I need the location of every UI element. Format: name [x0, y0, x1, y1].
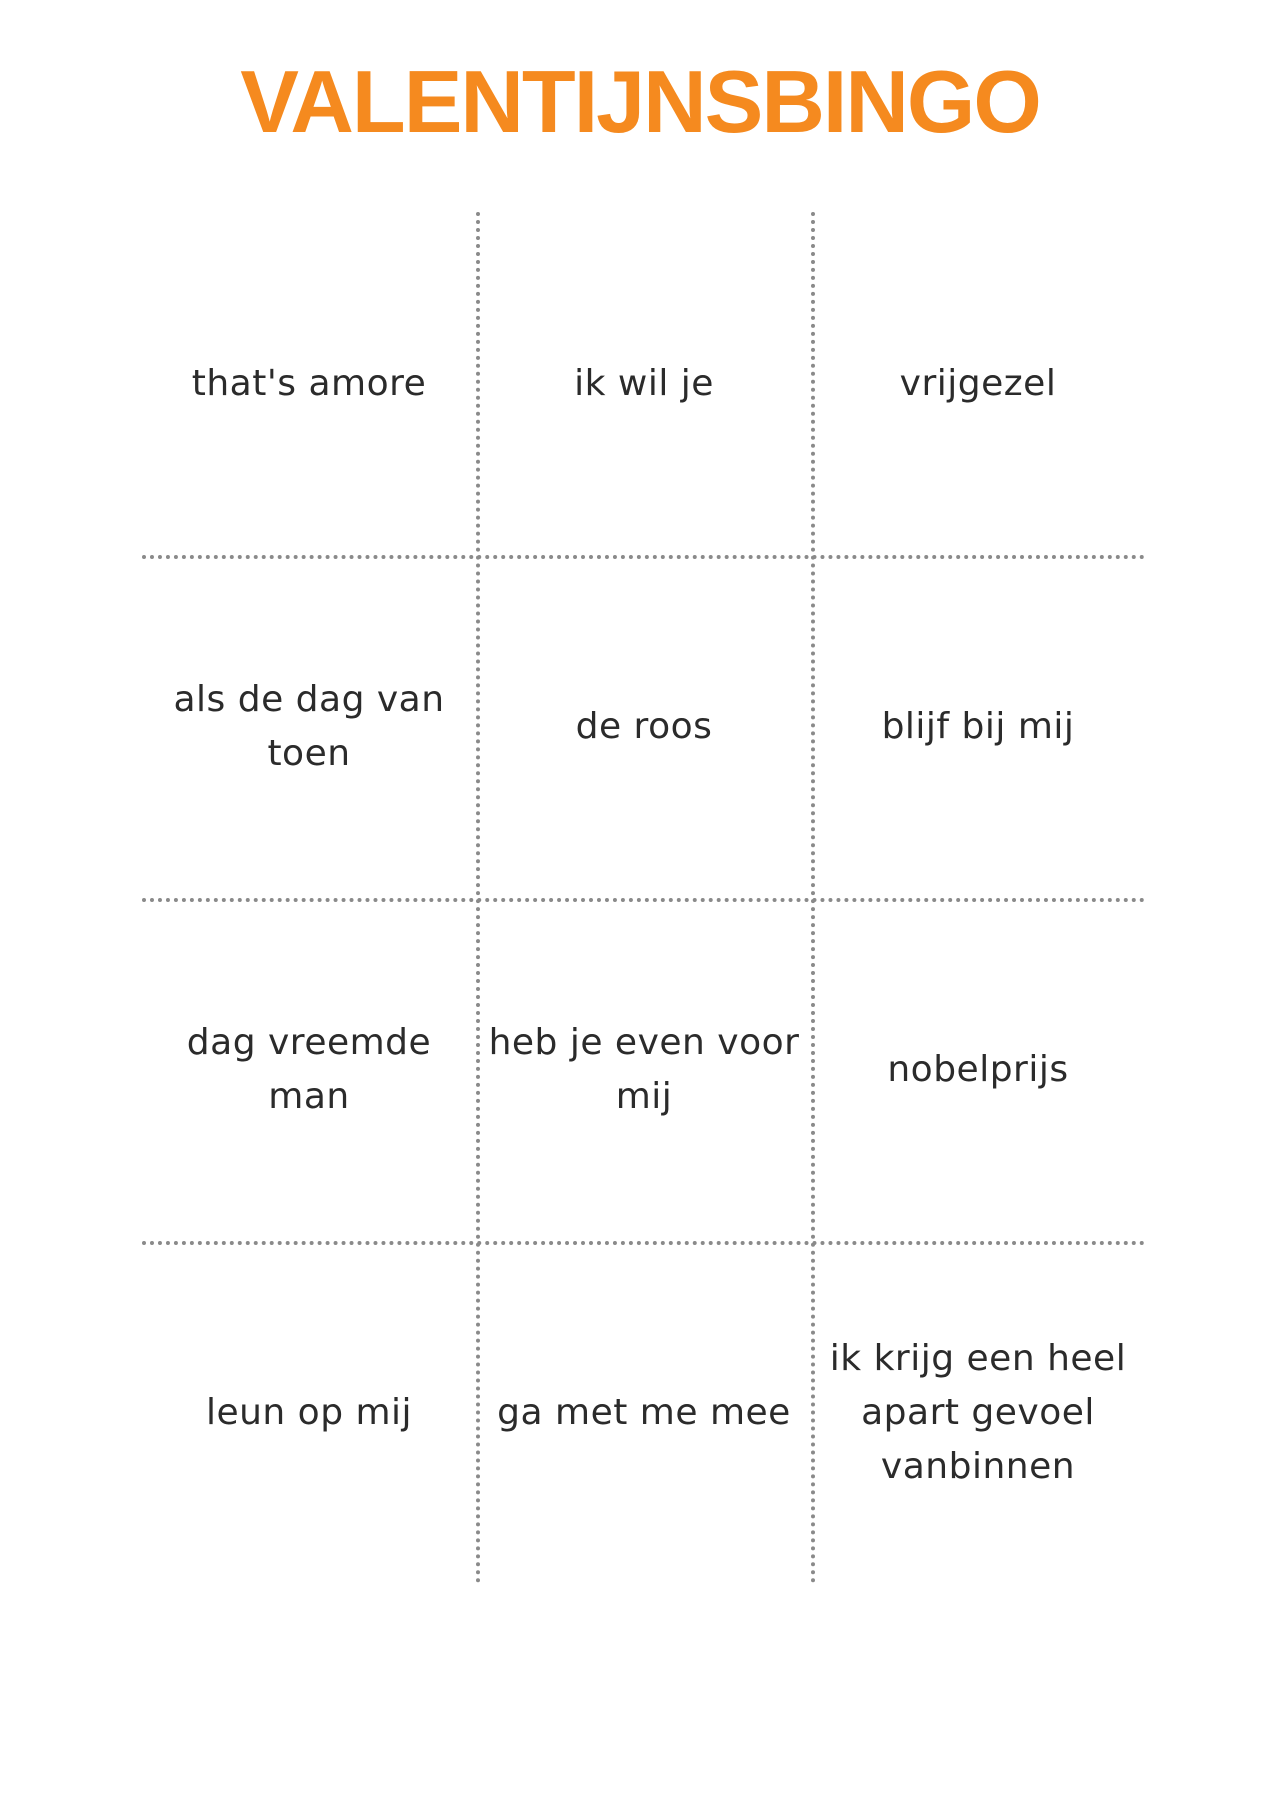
page-title: VALENTIJNSBINGO: [240, 52, 1040, 151]
bingo-cell: ik wil je: [574, 362, 714, 404]
bingo-cell: blijf bij mij: [881, 705, 1075, 747]
bingo-cell: heb je even voor mij: [488, 1021, 800, 1117]
bingo-cell: ga met me mee: [497, 1391, 791, 1433]
bingo-cell: that's amore: [191, 362, 427, 404]
bingo-cell: ik krijg een heel apart gevoel vanbinnen: [829, 1337, 1127, 1487]
bingo-cell: leun op mij: [205, 1391, 413, 1433]
bingo-cell: vrijgezel: [899, 362, 1057, 404]
bingo-cell: dag vreemde man: [186, 1021, 432, 1117]
bingo-grid: [142, 212, 1145, 1584]
bingo-cell: de roos: [575, 705, 713, 747]
bingo-cell: als de dag van toen: [173, 678, 445, 774]
bingo-cell: nobelprijs: [887, 1048, 1069, 1090]
